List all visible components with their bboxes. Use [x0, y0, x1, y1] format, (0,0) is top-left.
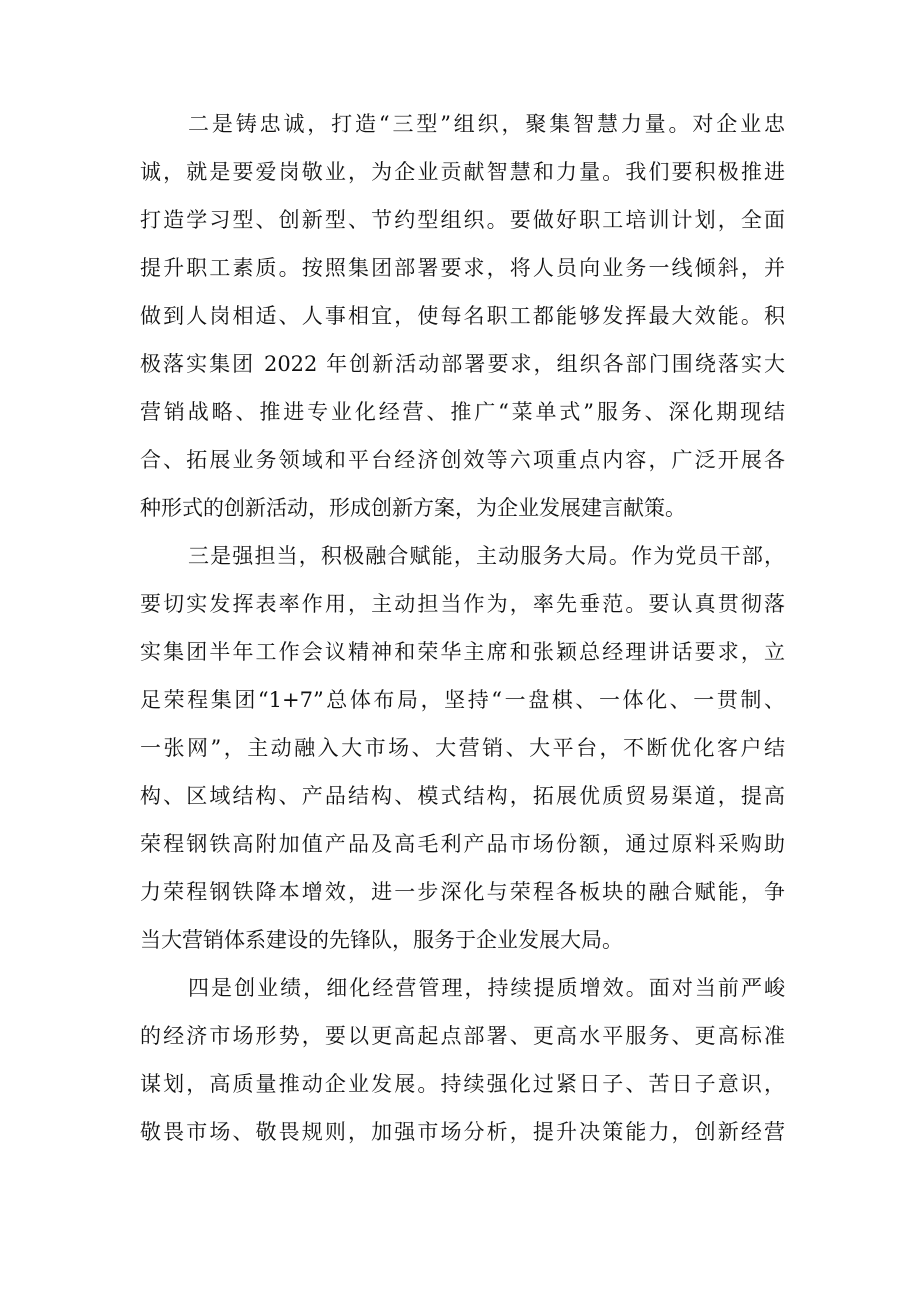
text-line: 提升职工素质。按照集团部署要求，将人员向业务一线倾斜，并 — [140, 256, 785, 280]
text-line: 打造学习型、创新型、节约型组织。要做好职工培训计划，全面 — [140, 208, 785, 232]
text-line: 极落实集团 2022 年创新活动部署要求，组织各部门围绕落实大 — [140, 352, 785, 376]
paragraph-3-dandang — [140, 532, 785, 964]
text-line: 敬畏市场、敬畏规则，加强市场分析，提升决策能力，创新经营 — [140, 1120, 785, 1144]
paragraph-2-zhongcheng — [140, 100, 785, 532]
text-line: 要切实发挥表率作用，主动担当作为，率先垂范。要认真贯彻落 — [140, 592, 785, 616]
text-line: 四是创业绩，细化经营管理，持续提质增效。面对当前严峻 — [188, 976, 785, 1000]
text-line: 足荣程集团“1+7”总体布局，坚持“一盘棋、一体化、一贯制、 — [140, 688, 785, 712]
text-line: 实集团半年工作会议精神和荣华主席和张颖总经理讲话要求，立 — [140, 640, 785, 664]
document-body — [140, 100, 785, 1156]
text-line: 营销战略、推进专业化经营、推广“菜单式”服务、深化期现结 — [140, 400, 785, 424]
text-line: 当大营销体系建设的先锋队，服务于企业发展大局。 — [140, 928, 623, 952]
text-line: 合、拓展业务领域和平台经济创效等六项重点内容，广泛开展各 — [140, 448, 785, 472]
text-line: 的经济市场形势，要以更高起点部署、更高水平服务、更高标准 — [140, 1024, 785, 1048]
text-line: 诚，就是要爱岗敬业，为企业贡献智慧和力量。我们要积极推进 — [140, 160, 785, 184]
text-line: 种形式的创新活动，形成创新方案，为企业发展建言献策。 — [140, 496, 686, 520]
paragraph-4-yeji — [140, 964, 785, 1156]
text-line: 二是铸忠诚，打造“三型”组织，聚集智慧力量。对企业忠 — [188, 112, 785, 136]
text-line: 做到人岗相适、人事相宜，使每名职工都能够发挥最大效能。积 — [140, 304, 785, 328]
text-line: 构、区域结构、产品结构、模式结构，拓展优质贸易渠道，提高 — [140, 784, 785, 808]
text-line: 力荣程钢铁降本增效，进一步深化与荣程各板块的融合赋能，争 — [140, 880, 785, 904]
text-line: 一张网”，主动融入大市场、大营销、大平台，不断优化客户结 — [140, 736, 785, 760]
text-line: 荣程钢铁高附加值产品及高毛利产品市场份额，通过原料采购助 — [140, 832, 785, 856]
text-line: 三是强担当，积极融合赋能，主动服务大局。作为党员干部， — [188, 544, 785, 568]
text-line: 谋划，高质量推动企业发展。持续强化过紧日子、苦日子意识， — [140, 1072, 785, 1096]
